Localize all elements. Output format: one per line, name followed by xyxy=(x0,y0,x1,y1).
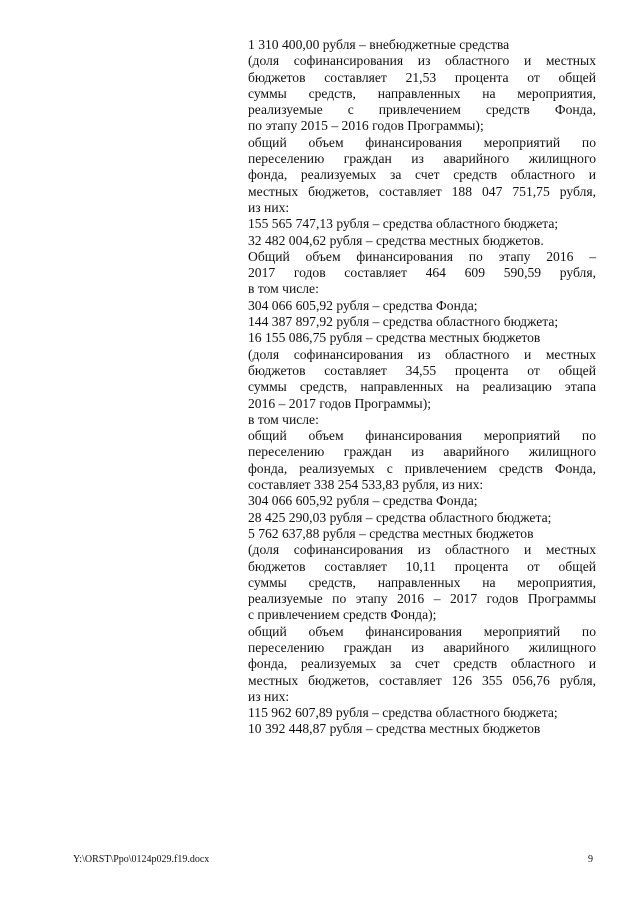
text-line: реализуемые по этапу 2016 – 2017 годов Программы xyxy=(248,591,596,607)
text-line: (доля софинансирования из областного и местных xyxy=(248,542,596,558)
text-line: 32 482 004,62 рубля – средства местных бюджетов. xyxy=(248,232,544,248)
text-line: суммы средств, направленных на реализацию этапа xyxy=(248,379,596,395)
text-line: общий объем финансирования мероприятий по xyxy=(248,623,596,639)
text-line: общий объем финансирования мероприятий по xyxy=(248,134,596,150)
text-line: местных бюджетов, составляет 188 047 751,75 рубля, xyxy=(248,183,596,199)
text-line: из них: xyxy=(248,688,290,704)
text-line: с привлечением средств Фонда); xyxy=(248,607,437,623)
text-line: фонда, реализуемых за счет средств областного и xyxy=(248,167,596,183)
text-line: переселению граждан из аварийного жилищного xyxy=(248,151,596,167)
text-line: 2017 годов составляет 464 609 590,59 рубля, xyxy=(248,265,596,281)
text-line: (доля софинансирования из областного и местных xyxy=(248,53,596,69)
text-line: фонда, реализуемых за счет средств областного и xyxy=(248,656,596,672)
text-line: местных бюджетов, составляет 126 355 056,76 рубля, xyxy=(248,672,596,688)
text-line: бюджетов составляет 34,55 процента от общей xyxy=(248,362,596,378)
footer-file-path: Y:\ORST\Ppo\0124p029.f19.docx xyxy=(73,854,210,865)
page-number: 9 xyxy=(588,854,593,865)
text-line: в том числе: xyxy=(248,281,319,297)
text-line: общий объем финансирования мероприятий по xyxy=(248,428,596,444)
text-line: суммы средств, направленных на мероприятия, xyxy=(248,574,596,590)
text-line: 115 962 607,89 рубля – средства областного бюджета; xyxy=(248,705,558,721)
text-line: составляет 338 254 533,83 рубля, из них: xyxy=(248,477,484,493)
text-line: суммы средств, направленных на мероприятия, xyxy=(248,85,596,101)
text-line: 16 155 086,75 рубля – средства местных бюджетов xyxy=(248,330,541,346)
body-text xyxy=(248,37,596,738)
text-line: бюджетов составляет 21,53 процента от общей xyxy=(248,69,596,85)
text-line: в том числе: xyxy=(248,411,319,427)
text-line: 155 565 747,13 рубля – средства областного бюджета; xyxy=(248,216,559,232)
text-line: 5 762 637,88 рубля – средства местных бюджетов xyxy=(248,525,534,541)
text-line: переселению граждан из аварийного жилищного xyxy=(248,444,596,460)
text-line: 304 066 605,92 рубля – средства Фонда; xyxy=(248,297,478,313)
text-line: 1 310 400,00 рубля – внебюджетные средства xyxy=(248,37,510,52)
text-line: переселению граждан из аварийного жилищного xyxy=(248,639,596,655)
text-line: из них: xyxy=(248,199,290,215)
text-line: (доля софинансирования из областного и местных xyxy=(248,346,596,362)
text-line: фонда, реализуемых с привлечением средств Фонда, xyxy=(248,460,596,476)
text-line: Общий объем финансирования по этапу 2016 – xyxy=(248,248,596,264)
text-line: бюджетов составляет 10,11 процента от общей xyxy=(248,558,596,574)
text-line: 2016 – 2017 годов Программы); xyxy=(248,395,431,411)
text-line: 10 392 448,87 рубля – средства местных бюджетов xyxy=(248,721,541,737)
text-line: реализуемые с привлечением средств Фонда, xyxy=(248,102,596,118)
text-line: 144 387 897,92 рубля – средства областного бюджета; xyxy=(248,314,559,330)
text-line: по этапу 2015 – 2016 годов Программы); xyxy=(248,118,484,134)
text-line: 28 425 290,03 рубля – средства областного бюджета; xyxy=(248,509,552,525)
text-line: 304 066 605,92 рубля – средства Фонда; xyxy=(248,493,478,509)
